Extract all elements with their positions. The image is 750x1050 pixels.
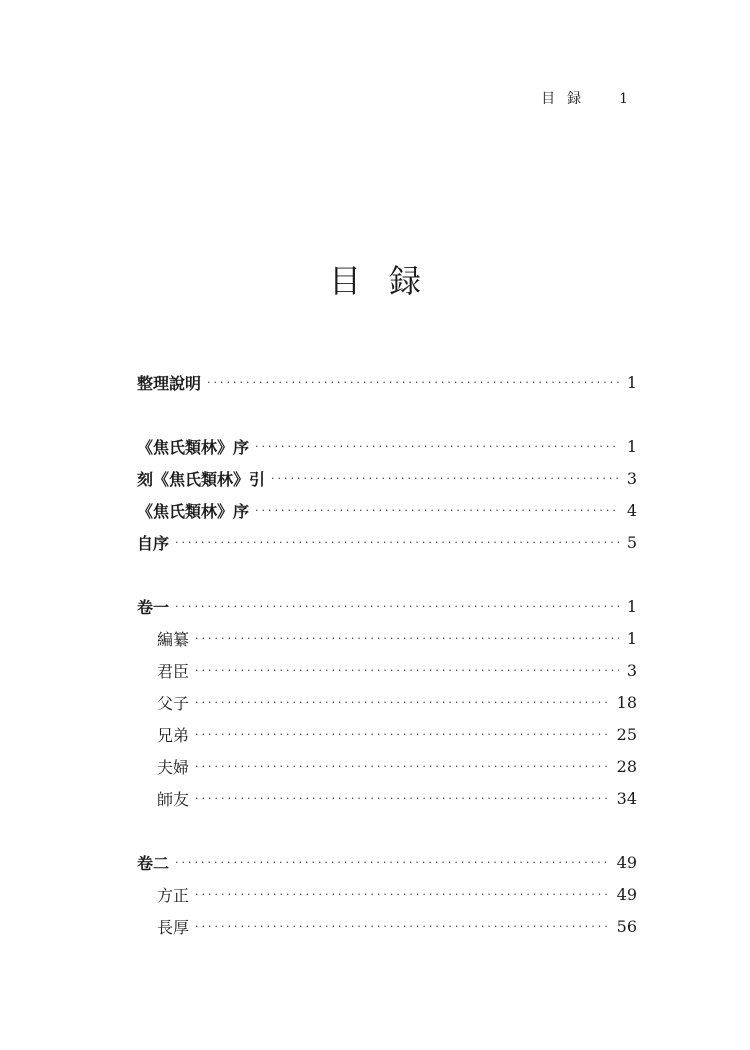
toc-entry-page-number: 49 [616, 884, 637, 904]
toc-entry-page-number: 1 [626, 596, 637, 616]
toc-entry-page-number: 5 [626, 532, 637, 552]
toc-entry-label: 師友 [157, 789, 190, 809]
toc-entry[interactable] [137, 910, 637, 942]
toc-entry[interactable] [137, 846, 637, 878]
dot-leader [255, 505, 619, 516]
toc-entry-label: 方正 [157, 885, 190, 905]
toc-entry[interactable] [137, 366, 637, 398]
dot-leader [175, 601, 619, 612]
toc-entry[interactable] [137, 782, 637, 814]
dot-leader [195, 921, 609, 932]
running-head-label: 目録 [541, 91, 594, 107]
toc-entry[interactable] [137, 494, 637, 526]
toc-entry-page-number: 56 [616, 916, 637, 936]
toc-entry-page-number: 3 [626, 468, 637, 488]
dot-leader [195, 697, 609, 708]
toc-entry-page-number: 4 [626, 500, 637, 520]
toc-entry-page-number: 18 [616, 692, 637, 712]
toc-entry-label: 《焦氏類林》序 [137, 501, 250, 521]
toc-entry-label: 父子 [157, 693, 190, 713]
toc-entry-label: 君臣 [157, 661, 190, 681]
toc-entry[interactable] [137, 718, 637, 750]
toc-entry[interactable] [137, 526, 637, 558]
toc-entry-page-number: 1 [626, 372, 637, 392]
dot-leader [195, 761, 609, 772]
toc-entry-label: 編纂 [157, 629, 190, 649]
toc-entry-page-number: 3 [626, 660, 637, 680]
dot-leader [175, 857, 609, 868]
toc-entry-label: 長厚 [157, 917, 190, 937]
toc-entry-label: 自序 [137, 533, 170, 553]
toc-entry-page-number: 28 [616, 756, 637, 776]
toc-entry-label: 《焦氏類林》序 [137, 437, 250, 457]
dot-leader [271, 473, 619, 484]
toc-entry-page-number: 49 [616, 852, 637, 872]
toc-entry-page-number: 25 [616, 724, 637, 744]
dot-leader [175, 537, 619, 548]
toc-entry-label: 卷一 [137, 597, 170, 617]
toc-entry[interactable] [137, 654, 637, 686]
dot-leader [195, 665, 619, 676]
toc-entry[interactable] [137, 750, 637, 782]
toc-entry[interactable] [137, 430, 637, 462]
dot-leader [255, 441, 619, 452]
dot-leader [195, 633, 619, 644]
running-head [541, 88, 628, 108]
toc-entry-label: 卷二 [137, 853, 170, 873]
toc-entry-page-number: 1 [626, 628, 637, 648]
toc-entry-label: 整理說明 [137, 373, 202, 393]
page-title: 目録 [328, 262, 449, 300]
toc-entry[interactable] [137, 462, 637, 494]
toc-entry[interactable] [137, 878, 637, 910]
toc-entry[interactable] [137, 686, 637, 718]
toc-entry-label: 夫婦 [157, 757, 190, 777]
toc-entry[interactable] [137, 622, 637, 654]
toc-entry-page-number: 1 [626, 436, 637, 456]
running-head-page-number: 1 [619, 91, 628, 107]
toc-entry-label: 刻《焦氏類林》引 [137, 469, 266, 489]
toc-entry[interactable] [137, 590, 637, 622]
dot-leader [195, 729, 609, 740]
table-of-contents [137, 366, 637, 942]
dot-leader [207, 377, 619, 388]
toc-entry-page-number: 34 [616, 788, 637, 808]
dot-leader [195, 793, 609, 804]
toc-entry-label: 兄弟 [157, 725, 190, 745]
dot-leader [195, 889, 609, 900]
